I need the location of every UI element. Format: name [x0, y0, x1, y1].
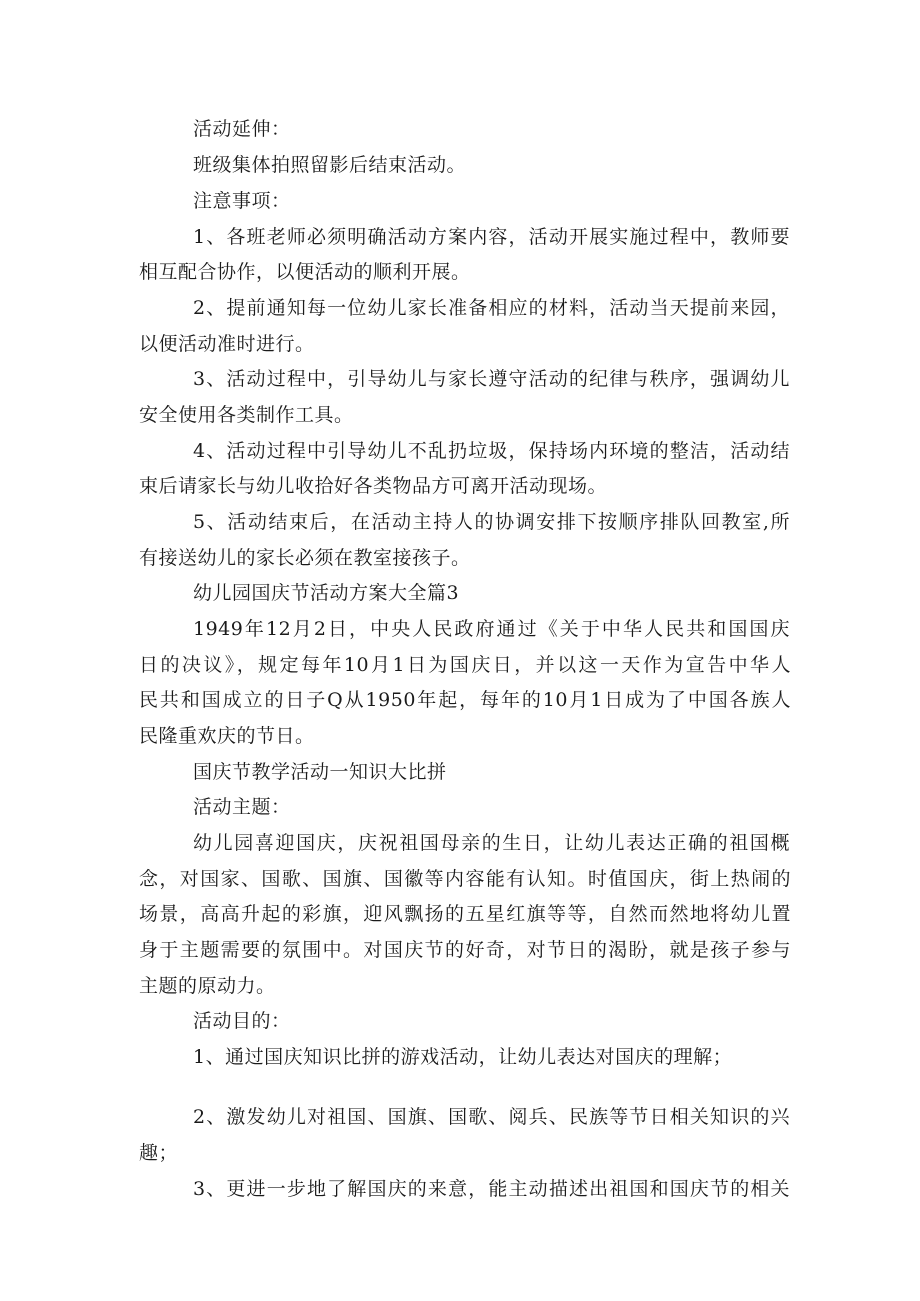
paragraph-line: 民共和国成立的日子Q从1950年起，每年的10月1日成为了中国各族人 [139, 689, 791, 711]
paragraph-line: 主题的原动力。 [139, 975, 276, 997]
paragraph-line: 5、活动结束后，在活动主持人的协调安排下按顺序排队回教室,所 [193, 511, 790, 533]
paragraph-line: 日的决议》，规定每年10月1日为国庆日，并以这一天作为宣告中华人 [139, 654, 791, 676]
section-title: 幼儿园国庆节活动方案大全篇3 [193, 582, 460, 604]
section-title: 国庆节教学活动一知识大比拼 [193, 761, 447, 783]
paragraph-line: 幼儿园喜迎国庆，庆祝祖国母亲的生日，让幼儿表达正确的祖国概 [193, 832, 790, 854]
paragraph-line: 念，对国家、国歌、国旗、国徽等内容能有认知。时值国庆，街上热闹的 [139, 868, 791, 890]
paragraph-line: 相互配合协作，以便活动的顺利开展。 [139, 261, 471, 283]
paragraph-line: 1949年12月2日，中央人民政府通过《关于中华人民共和国国庆 [193, 618, 790, 640]
paragraph-line: 民隆重欢庆的节日。 [139, 725, 315, 747]
paragraph-line: 1、通过国庆知识比拼的游戏活动，让幼儿表达对国庆的理解； [193, 1046, 733, 1068]
paragraph-line: 班级集体拍照留影后结束活动。 [193, 154, 467, 176]
paragraph-line: 以便活动准时进行。 [139, 333, 315, 355]
paragraph-line: 身于主题需要的氛围中。对国庆节的好奇，对节日的渴盼，就是孩子参与 [139, 939, 791, 961]
paragraph-line: 束后请家长与幼儿收拾好各类物品方可离开活动现场。 [139, 475, 608, 497]
paragraph-line: 3、更进一步地了解国庆的来意，能主动描述出祖国和国庆节的相关 [193, 1178, 790, 1200]
section-heading-theme: 活动主题： [193, 796, 291, 818]
paragraph-line: 场景，高高升起的彩旗，迎风飘扬的五星红旗等等，自然而然地将幼儿置 [139, 903, 791, 925]
paragraph-line: 2、提前通知每一位幼儿家长准备相应的材料，活动当天提前来园， [193, 297, 790, 319]
paragraph-line: 1、各班老师必须明确活动方案内容，活动开展实施过程中，教师要 [193, 226, 790, 248]
section-heading-purpose: 活动目的： [193, 1010, 291, 1032]
paragraph-line: 4、活动过程中引导幼儿不乱扔垃圾，保持场内环境的整洁，活动结 [193, 440, 790, 462]
paragraph-line: 2、激发幼儿对祖国、国旗、国歌、阅兵、民族等节日相关知识的兴 [193, 1106, 790, 1128]
section-heading-extension: 活动延伸： [193, 118, 291, 140]
paragraph-line: 有接送幼儿的家长必须在教室接孩子。 [139, 547, 471, 569]
paragraph-line: 3、活动过程中，引导幼儿与家长遵守活动的纪律与秩序，强调幼儿 [193, 368, 790, 390]
section-heading-notes: 注意事项： [193, 190, 291, 212]
paragraph-line: 趣； [139, 1142, 179, 1164]
paragraph-line: 安全使用各类制作工具。 [139, 404, 354, 426]
